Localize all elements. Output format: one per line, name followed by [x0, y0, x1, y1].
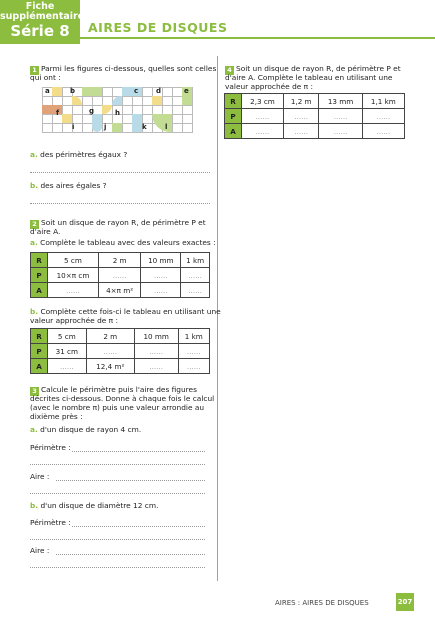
ex3-qb-letter: b.	[30, 501, 39, 510]
ex1-qb-letter: b.	[30, 181, 39, 190]
ex4-prompt-text: Soit un disque de rayon R, de périmètre P et	[236, 64, 401, 73]
figure-label-j: j	[104, 123, 107, 131]
answer-cell[interactable]: ......	[319, 124, 362, 139]
shape-c2	[122, 87, 142, 96]
ex3a-perimetre-answer-line2[interactable]	[30, 464, 205, 465]
answer-cell[interactable]: ......	[283, 124, 319, 139]
figure-label-b: b	[70, 87, 76, 95]
ex3-prompt-line4: dixième près :	[30, 412, 83, 421]
table-row	[31, 283, 210, 298]
ex2-question-a	[30, 238, 216, 247]
shape-b2	[82, 87, 102, 96]
table-row	[31, 344, 210, 359]
answer-cell[interactable]: ......	[141, 283, 181, 298]
table-cell: 1,2 m	[283, 94, 319, 109]
ex4-prompt-line2: d'aire A. Complète le tableau en utilisant une	[225, 73, 393, 82]
figure-label-f: f	[56, 109, 60, 117]
shape-b	[72, 96, 82, 105]
table-cell: 10 mm	[141, 253, 181, 268]
ex3-prompt-line2: décrites ci-dessous. Donne à chaque fois le calcul	[30, 394, 215, 403]
table-row	[31, 329, 210, 344]
badge-serie: Série 8	[10, 22, 70, 40]
ex3-question-a	[30, 425, 141, 434]
ex2-table-b	[30, 328, 210, 374]
row-head-p: P	[31, 268, 48, 283]
answer-cell[interactable]: ......	[48, 283, 99, 298]
footer-chapter: AIRES : AIRES DE DISQUES	[275, 599, 369, 607]
shape-a	[52, 87, 62, 96]
answer-cell[interactable]: ......	[141, 268, 181, 283]
ex3a-aire-label: Aire :	[30, 472, 50, 481]
shape-d	[152, 96, 162, 105]
table-cell: 1 km	[181, 253, 210, 268]
table-cell: 12,4 m²	[86, 359, 134, 374]
figure-label-c: c	[134, 87, 139, 95]
ex1-question-a	[30, 150, 127, 159]
ex2-number: 2	[30, 220, 39, 229]
table-row	[31, 253, 210, 268]
ex3a-aire-answer-line2[interactable]	[30, 493, 205, 494]
table-row	[225, 94, 405, 109]
ex1-answer-line-a[interactable]	[30, 172, 210, 173]
row-head-a: A	[31, 283, 48, 298]
table-cell: 2 m	[98, 253, 140, 268]
ex3b-aire-answer[interactable]	[56, 554, 205, 555]
figure-label-d: d	[156, 87, 162, 95]
table-cell: 5 cm	[48, 329, 87, 344]
ex3-qb-text: d'un disque de diamètre 12 cm.	[40, 501, 159, 510]
ex2-qa-text: Complète le tableau avec des valeurs exactes :	[40, 238, 216, 247]
answer-cell[interactable]: ......	[362, 109, 404, 124]
header-rule	[80, 37, 435, 39]
row-head-a: A	[31, 359, 48, 374]
table-cell: 13 mm	[319, 94, 362, 109]
shape-j	[112, 123, 122, 132]
row-head-r: R	[31, 253, 48, 268]
answer-cell[interactable]: ......	[242, 109, 284, 124]
figure-label-l: l	[165, 123, 168, 131]
table-row	[31, 359, 210, 374]
ex3-prompt-line3: (avec le nombre π) puis une valeur arrondie au	[30, 403, 205, 412]
shape-k	[132, 114, 142, 132]
ex2-table-a	[30, 252, 210, 298]
table-cell: 10 mm	[134, 329, 178, 344]
figure-label-h: h	[115, 109, 120, 117]
table-cell: 5 cm	[48, 253, 99, 268]
ex3-number: 3	[30, 387, 39, 396]
table-row	[225, 109, 405, 124]
ex3a-perimetre-label: Périmètre :	[30, 443, 71, 452]
badge-fiche	[0, 1, 85, 22]
page-title: AIRES DE DISQUES	[88, 20, 228, 35]
ex2-question-b	[30, 307, 221, 316]
ex3b-aire-answer-line2[interactable]	[30, 567, 205, 568]
ex1-number: 1	[30, 66, 39, 75]
row-head-p: P	[225, 109, 242, 124]
table-cell: 2 m	[86, 329, 134, 344]
answer-cell[interactable]: ......	[362, 124, 404, 139]
answer-cell[interactable]: ......	[242, 124, 284, 139]
ex4-number: 4	[225, 66, 234, 75]
row-head-r: R	[31, 329, 48, 344]
ex4-table	[224, 93, 405, 139]
ex3-prompt-text: Calcule le périmètre puis l'aire des figures	[41, 385, 197, 394]
ex1-prompt-line2: qui ont :	[30, 73, 61, 82]
ex1-qa-letter: a.	[30, 150, 38, 159]
ex1-question-b	[30, 181, 107, 190]
ex2-qb-text-line1: Complète cette fois-ci le tableau en utilisant une	[40, 307, 221, 316]
row-head-r: R	[225, 94, 242, 109]
badge-line1: Fiche	[25, 1, 55, 12]
ex3a-aire-answer[interactable]	[56, 480, 205, 481]
ex2-prompt-text: Soit un disque de rayon R, de périmètre P et	[41, 218, 206, 227]
figure-label-k: k	[142, 123, 147, 131]
table-row	[225, 124, 405, 139]
figures-grid	[42, 87, 193, 133]
ex4-prompt-line3: valeur approchée de π :	[225, 82, 313, 91]
table-cell: 31 cm	[48, 344, 87, 359]
table-cell: 10×π cm	[48, 268, 99, 283]
ex1-answer-line-b[interactable]	[30, 203, 210, 204]
ex3-qa-letter: a.	[30, 425, 38, 434]
table-cell: 1,1 km	[362, 94, 404, 109]
page-number: 207	[396, 593, 414, 611]
shape-g	[92, 114, 102, 132]
answer-cell[interactable]: ......	[86, 344, 134, 359]
ex3b-perimetre-answer-line2[interactable]	[30, 539, 205, 540]
badge-line2: supplémentaire	[0, 11, 85, 22]
table-cell: 1 km	[178, 329, 209, 344]
ex3b-perimetre-label: Périmètre :	[30, 518, 71, 527]
serie-badge	[0, 0, 85, 44]
figure-label-e: e	[184, 87, 189, 95]
ex3b-aire-label: Aire :	[30, 546, 50, 555]
answer-cell[interactable]: ......	[48, 359, 87, 374]
ex1-qb-text: des aires égales ?	[40, 181, 107, 190]
ex2-qb-text-line2: valeur approchée de π :	[30, 316, 118, 325]
answer-cell[interactable]: ......	[178, 344, 209, 359]
ex3a-perimetre-answer[interactable]	[72, 451, 205, 452]
figure-label-a: a	[45, 87, 50, 95]
ex2-qb-letter: b.	[30, 307, 39, 316]
table-cell: 4×π m²	[98, 283, 140, 298]
answer-cell[interactable]: ......	[181, 283, 210, 298]
answer-cell[interactable]: ......	[283, 109, 319, 124]
ex1-prompt-text: Parmi les figures ci-dessous, quelles sont celles	[41, 64, 217, 73]
figure-label-i: i	[72, 123, 75, 131]
ex3b-perimetre-answer[interactable]	[72, 526, 205, 527]
answer-cell[interactable]: ......	[134, 359, 178, 374]
ex2-prompt-line2: d'aire A.	[30, 227, 61, 236]
row-head-p: P	[31, 344, 48, 359]
shape-i	[62, 114, 72, 123]
table-row	[31, 268, 210, 283]
shape-h	[102, 105, 112, 114]
ex3-qa-text: d'un disque de rayon 4 cm.	[40, 425, 142, 434]
answer-cell[interactable]: ......	[181, 268, 210, 283]
shape-c	[112, 96, 122, 105]
row-head-a: A	[225, 124, 242, 139]
column-divider	[217, 56, 218, 581]
answer-cell[interactable]: ......	[319, 109, 362, 124]
shape-l	[152, 114, 172, 132]
ex1-qa-text: des périmètres égaux ?	[40, 150, 128, 159]
answer-cell[interactable]: ......	[134, 344, 178, 359]
table-cell: 2,3 cm	[242, 94, 284, 109]
figure-label-g: g	[89, 107, 95, 115]
answer-cell[interactable]: ......	[178, 359, 209, 374]
ex2-qa-letter: a.	[30, 238, 38, 247]
ex3-question-b	[30, 501, 158, 510]
answer-cell[interactable]: ......	[98, 268, 140, 283]
